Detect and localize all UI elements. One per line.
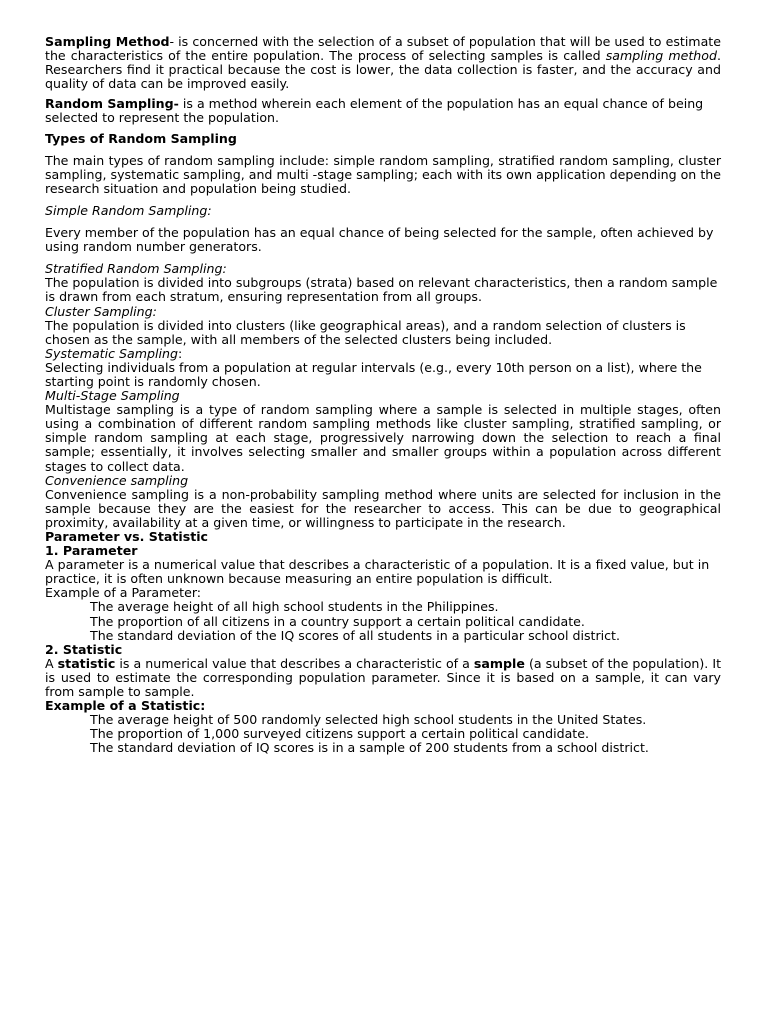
parameter-example-item: The standard deviation of the IQ scores of all students in a particular school district. <box>90 627 620 643</box>
random-sampling-term: Random Sampling- <box>45 96 179 112</box>
convenience-text: Convenience sampling is a non-probability sampling method where units are selected for inclusion in the sample because they are the easiest for the researcher to access. This can be due to geographical proximity, availability at a given time, or willingness to participate in the research. <box>45 486 721 530</box>
simple-random-title: Simple Random Sampling: <box>45 202 212 218</box>
statistic-example-label: Example of a Statistic: <box>45 698 206 714</box>
statistic-example-item: The proportion of 1,000 surveyed citizens support a certain political candidate. <box>90 726 589 742</box>
systematic-text: Selecting individuals from a population at regular intervals (e.g., every 10th person on a list), where the starting point is randomly chosen. <box>45 359 702 389</box>
statistic-text <box>45 657 721 699</box>
document-page <box>45 35 721 756</box>
stratified-text: The population is divided into subgroups (strata) based on relevant characteristics, then a random sample is drawn from each stratum, ensuring representation from all groups. <box>45 275 718 305</box>
statistic-text-b: is a numerical value that describes a characteristic of a <box>115 655 474 671</box>
param-vs-stat-heading: Parameter vs. Statistic <box>45 529 209 544</box>
statistic-term: statistic <box>57 655 116 671</box>
statistic-text-c: (a subset of the population). It is used to estimate the corresponding population parameter. Since it is based on a sample, it can vary from sample to sample. <box>45 655 722 700</box>
parameter-heading: 1. Parameter <box>45 543 138 559</box>
cluster-text: The population is divided into clusters (like geographical areas), and a random selection of clusters is chosen as the sample, with all members of the selected clusters being included. <box>45 317 686 347</box>
random-sampling-text: is a method wherein each element of the population has an equal chance of being selected to represent the population. <box>45 96 704 126</box>
types-heading: Types of Random Sampling <box>45 130 237 146</box>
statistic-example-item: The average height of 500 randomly selected high school students in the United States. <box>90 712 647 728</box>
simple-random-text: Every member of the population has an equal chance of being selected for the sample, often achieved by using random number generators. <box>45 225 714 255</box>
random-sampling-paragraph <box>45 97 721 125</box>
multistage-text: Multistage sampling is a type of random sampling where a sample is selected in multiple stages, often using a combination of different random sampling methods like cluster sampling, stratified sampling, or simple random sampling at each stage, progressively narrowing down the selection to reach a final sample; essentially, it involves selecting smaller and smaller groups within a population across different stages to collect data. <box>45 402 721 474</box>
systematic-title-line <box>45 347 721 361</box>
sampling-method-text-a: - is concerned with the selection of a subset of population that will be used to estimate the characteristics of the entire population. The process of selecting samples is called <box>45 34 721 64</box>
types-intro: The main types of random sampling include: simple random sampling, stratified random sampling, cluster sampling, systematic sampling, and multi -stage sampling; each with its own application depending on the research situation and population being studied. <box>45 152 721 196</box>
sampling-method-term: Sampling Method <box>45 34 170 49</box>
sampling-method-term-italic: sampling method <box>605 48 717 64</box>
systematic-colon: : <box>178 345 183 361</box>
sampling-method-paragraph <box>45 35 721 91</box>
statistic-example-item: The standard deviation of IQ scores is in a sample of 200 students from a school district. <box>90 740 649 756</box>
cluster-title: Cluster Sampling: <box>45 303 157 319</box>
parameter-example-item: The average height of all high school students in the Philippines. <box>90 599 499 615</box>
parameter-text: A parameter is a numerical value that describes a characteristic of a population. It is a fixed value, but in practice, it is often unknown because measuring an entire population is difficult. <box>45 557 710 587</box>
statistic-text-a: A <box>45 655 58 671</box>
parameter-example-label: Example of a Parameter: <box>45 585 202 601</box>
multistage-title: Multi-Stage Sampling <box>45 388 180 404</box>
stratified-title: Stratified Random Sampling: <box>45 261 227 277</box>
systematic-title: Systematic Sampling <box>45 345 178 361</box>
convenience-title: Convenience sampling <box>45 472 189 488</box>
statistic-heading: 2. Statistic <box>45 641 123 657</box>
sample-term: sample <box>473 655 525 671</box>
parameter-example-item: The proportion of all citizens in a country support a certain political candidate. <box>90 613 585 629</box>
sampling-method-text-b: . Researchers find it practical because the cost is lower, the data collection is faster, and the accuracy and quality of data can be improved easily. <box>45 48 721 92</box>
